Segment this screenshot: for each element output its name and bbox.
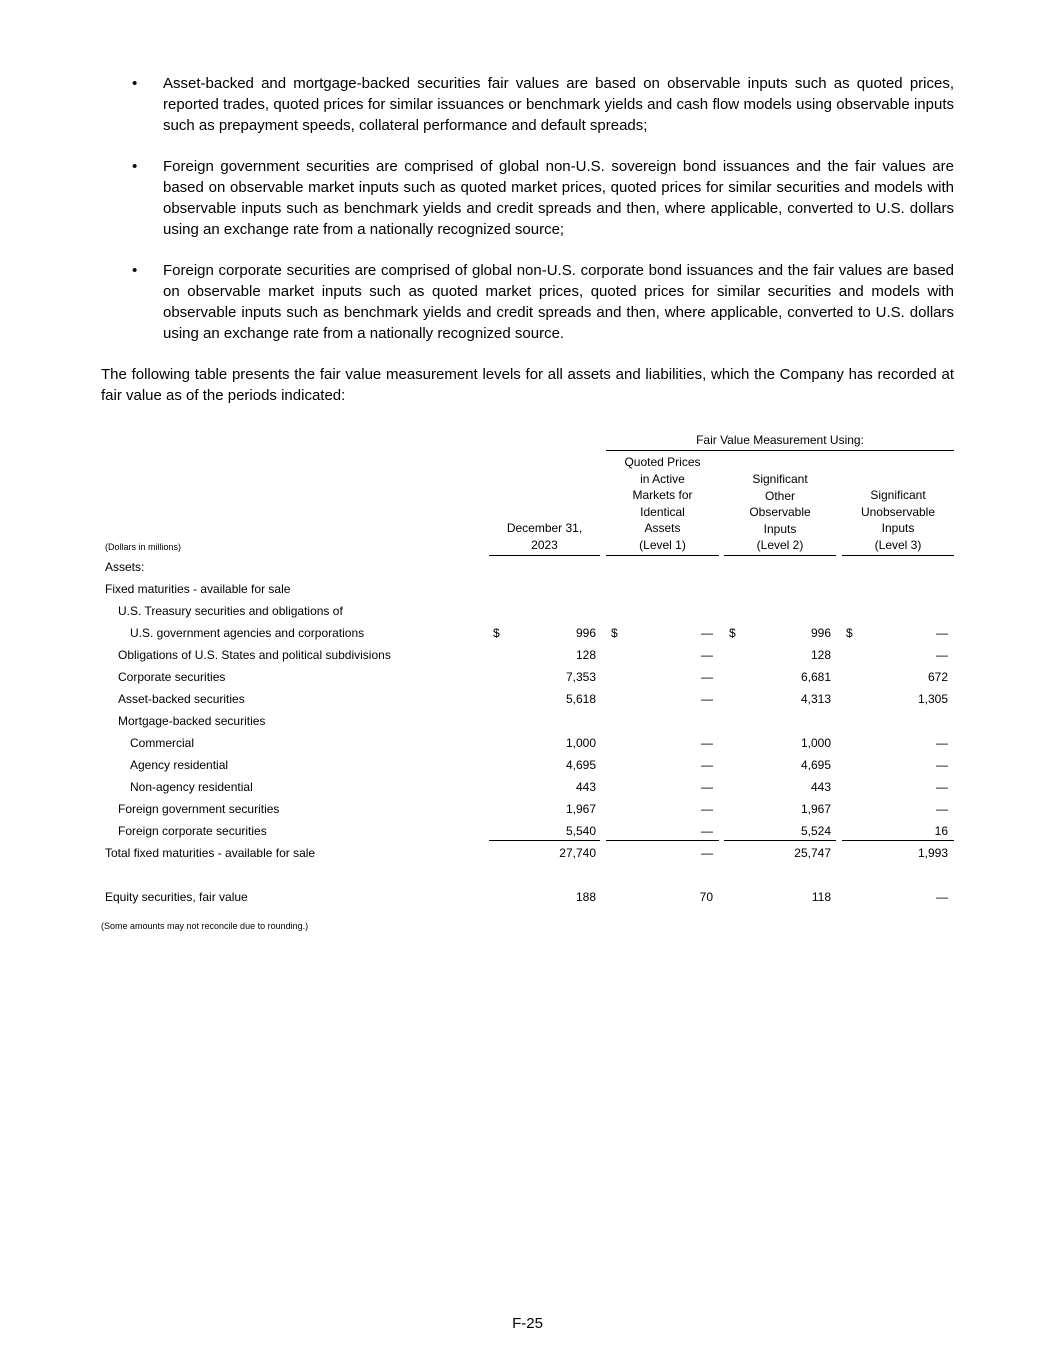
bullet-text: Foreign corporate securities are comprised of global non-U.S. corporate bond issuances and the fair values are based on observable market inputs such as quoted market prices, quoted prices for similar securities and models with observable inputs such as benchmark yields and credit spreads and then, where applicable, converted to U.S. dollars using an exchange rate from a nationally recognized source. <box>163 262 954 342</box>
table-row <box>0 798 1055 820</box>
bullet-icon: • <box>132 75 138 92</box>
column-header-level-2: Significant Other Observable Inputs (Level 2) <box>749 472 811 552</box>
cell-value: — <box>701 648 713 662</box>
bullet-text: Asset-backed and mortgage-backed securities fair values are based on observable inputs such as quoted prices, reported trades, quoted prices for similar issuances or benchmark yields and cash flow models using observable inputs such as prepayment speeds, collateral performance and default spreads; <box>163 75 954 134</box>
row-label: Commercial <box>130 736 195 750</box>
cell-value: 443 <box>810 780 831 794</box>
cell-value: 443 <box>575 780 596 794</box>
cell-value: 6,681 <box>800 670 831 684</box>
cell-value: 27,740 <box>559 846 596 860</box>
cell-value: — <box>701 736 713 750</box>
bullet-item <box>101 157 954 240</box>
cell-value: 5,524 <box>800 824 831 838</box>
bullet-item <box>101 74 954 136</box>
subtotal-rule <box>489 840 600 841</box>
cell-value: 1,967 <box>800 802 831 816</box>
row-label: Mortgage-backed securities <box>118 714 266 728</box>
column-header-level-3: Significant Unobservable Inputs (Level 3) <box>860 488 936 552</box>
row-label: Corporate securities <box>118 670 226 684</box>
cell-value: — <box>936 648 948 662</box>
cell-value: 128 <box>575 648 596 662</box>
table-row <box>0 864 1055 886</box>
cell-value: 16 <box>934 824 948 838</box>
row-label: U.S. government agencies and corporations <box>130 626 365 640</box>
cell-value: — <box>936 890 948 904</box>
row-label: Equity securities, fair value <box>105 890 248 904</box>
row-label: Fixed maturities - available for sale <box>105 582 291 596</box>
cell-value: 70 <box>699 890 713 904</box>
table-row <box>0 820 1055 842</box>
cell-value: — <box>701 780 713 794</box>
bullet-text: Foreign government securities are comprised of global non-U.S. sovereign bond issuances and the fair values are based on observable market inputs such as quoted market prices, quoted prices for similar securities and models with observable inputs such as benchmark yields and credit spreads and then, where applicable, converted to U.S. dollars using an exchange rate from a nationally recognized source; <box>163 158 954 238</box>
cell-value: — <box>936 736 948 750</box>
cell-value: — <box>701 626 713 640</box>
row-label: U.S. Treasury securities and obligations of <box>118 604 343 618</box>
cell-value: — <box>701 824 713 838</box>
page-number: F-25 <box>512 1315 543 1332</box>
cell-value: — <box>936 802 948 816</box>
currency-symbol: $ <box>729 626 736 640</box>
row-label: Asset-backed securities <box>118 692 245 706</box>
table-row <box>0 886 1055 908</box>
cell-value: 4,313 <box>800 692 831 706</box>
row-label: Total fixed maturities - available for sale <box>105 846 316 860</box>
subtotal-rule <box>606 840 719 841</box>
row-label: Obligations of U.S. States and political subdivisions <box>118 648 391 662</box>
bullet-icon: • <box>132 262 138 280</box>
subtotal-rule <box>724 840 836 841</box>
table-row <box>0 710 1055 732</box>
bullet-icon: • <box>132 158 138 176</box>
currency-symbol: $ <box>493 626 500 640</box>
cell-value: 996 <box>575 626 596 640</box>
rounding-footnote: (Some amounts may not reconcile due to rounding.) <box>101 921 309 931</box>
bullet-item <box>101 261 954 344</box>
table-row <box>0 600 1055 622</box>
row-label: Non-agency residential <box>130 780 253 794</box>
cell-value: 996 <box>810 626 831 640</box>
cell-value: — <box>701 670 713 684</box>
cell-value: — <box>936 626 948 640</box>
table-row <box>0 666 1055 688</box>
cell-value: 188 <box>575 890 596 904</box>
fair-value-group-header: Fair Value Measurement Using: <box>696 433 864 447</box>
cell-value: — <box>936 780 948 794</box>
table-row <box>0 754 1055 776</box>
row-label: Agency residential <box>130 758 229 772</box>
table-row <box>0 622 1055 644</box>
cell-value: 128 <box>810 648 831 662</box>
cell-value: 672 <box>927 670 948 684</box>
cell-value: 1,993 <box>917 846 948 860</box>
units-label: (Dollars in millions) <box>105 542 182 552</box>
table-row <box>0 842 1055 864</box>
table-row <box>0 776 1055 798</box>
cell-value: 7,353 <box>565 670 596 684</box>
cell-value: 1,000 <box>800 736 831 750</box>
intro-paragraph: The following table presents the fair value measurement levels for all assets and liabilities, which the Company has recorded at fair value as of the periods indicated: <box>101 366 954 404</box>
table-row <box>0 688 1055 710</box>
cell-value: — <box>701 758 713 772</box>
row-label: Assets: <box>105 560 145 574</box>
cell-value: 25,747 <box>794 846 831 860</box>
column-header-december-2023: December 31, 2023 <box>506 521 583 552</box>
table-row <box>0 556 1055 578</box>
cell-value: 118 <box>811 890 831 904</box>
currency-symbol: $ <box>611 626 618 640</box>
cell-value: 1,000 <box>565 736 596 750</box>
cell-value: 4,695 <box>565 758 596 772</box>
cell-value: 4,695 <box>800 758 831 772</box>
cell-value: 1,305 <box>917 692 948 706</box>
currency-symbol: $ <box>846 626 853 640</box>
table-row <box>0 732 1055 754</box>
cell-value: 5,540 <box>565 824 596 838</box>
cell-value: — <box>701 802 713 816</box>
table-row <box>0 578 1055 600</box>
subtotal-rule <box>842 840 954 841</box>
cell-value: — <box>936 758 948 772</box>
bullet-list <box>101 74 954 365</box>
column-header-level-1: Quoted Prices in Active Markets for Identical Assets (Level 1) <box>624 455 701 552</box>
table-row <box>0 644 1055 666</box>
cell-value: — <box>701 692 713 706</box>
cell-value: 1,967 <box>565 802 596 816</box>
row-label: Foreign corporate securities <box>118 824 267 838</box>
cell-value: — <box>701 846 713 860</box>
row-label: Foreign government securities <box>118 802 280 816</box>
group-header-rule <box>606 450 954 451</box>
cell-value: 5,618 <box>565 692 596 706</box>
